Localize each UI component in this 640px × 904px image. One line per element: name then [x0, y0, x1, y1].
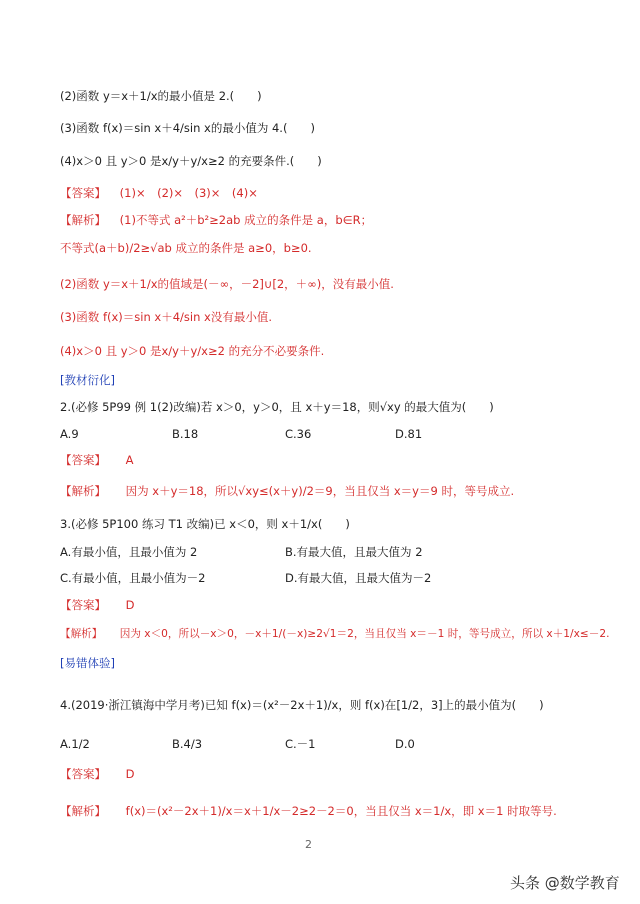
question-2-option-b: B.18 — [172, 427, 199, 441]
answer-label: 【答案】 — [60, 767, 106, 781]
question-4-option-d: D.0 — [395, 737, 415, 751]
question-4: 4.(2019·浙江镇海中学月考)已知 f(x)＝(x²－2x＋1)/x，则 f(x)在[1/2，3]上的最小值为( ) — [60, 698, 544, 712]
explanation-label: 【解析】 — [60, 804, 106, 818]
section-heading-error-prone: [易错体验] — [60, 656, 115, 670]
question-2-answer-row — [60, 452, 134, 468]
question-2-option-c: C.36 — [285, 427, 312, 441]
explanation-text: 因为 x＋y＝18，所以√xy≤(x＋y)/2＝9，当且仅当 x＝y＝9 时，等号成立. — [125, 484, 515, 498]
explanation-text: 因为 x＜0，所以－x＞0，－x＋1/(－x)≥2√1＝2，当且仅当 x＝－1 时，等号成立，所以 x＋1/x≤－2. — [119, 628, 610, 640]
question-1-part-2: (2)函数 y＝x＋1/x的最小值是 2.( ) — [60, 89, 262, 103]
page-number: 2 — [305, 838, 312, 851]
answer-row-1 — [60, 185, 258, 201]
question-2: 2.(必修 5P99 例 1(2)改编)若 x＞0，y＞0，且 x＋y＝18，则√xy 的最大值为( ) — [60, 400, 494, 414]
explanation-label: 【解析】 — [60, 628, 103, 640]
question-3-option-b: B.有最大值，且最大值为 2 — [285, 545, 423, 559]
question-4-option-b: B.4/3 — [172, 737, 203, 751]
question-4-explanation-row — [60, 803, 557, 819]
answer-text: (1)× (2)× (3)× (4)× — [119, 186, 258, 200]
answer-text: A — [125, 453, 134, 467]
watermark: 头条 @数学教育 — [510, 874, 620, 892]
question-3-answer-row — [60, 597, 135, 613]
explanation-text: f(x)＝(x²－2x＋1)/x＝x＋1/x－2≥2－2＝0，当且仅当 x＝1/x，即 x＝1 时取等号. — [125, 804, 557, 818]
question-3-explanation-row — [60, 626, 609, 642]
answer-text: D — [125, 598, 135, 612]
question-1-part-3: (3)函数 f(x)＝sin x＋4/sin x的最小值为 4.( ) — [60, 121, 315, 135]
explanation-label: 【解析】 — [60, 213, 106, 227]
question-3-option-a: A.有最小值，且最小值为 2 — [60, 545, 198, 559]
explanation-line-4: (3)函数 f(x)＝sin x＋4/sin x没有最小值. — [60, 310, 272, 324]
answer-label: 【答案】 — [60, 453, 106, 467]
question-3-option-d: D.有最大值，且最大值为－2 — [285, 571, 432, 585]
answer-label: 【答案】 — [60, 598, 106, 612]
explanation-row-1 — [60, 212, 372, 228]
question-2-option-a: A.9 — [60, 427, 79, 441]
explanation-label: 【解析】 — [60, 484, 106, 498]
question-4-option-a: A.1/2 — [60, 737, 90, 751]
answer-label: 【答案】 — [60, 186, 106, 200]
section-heading-textbook: [教材衍化] — [60, 373, 115, 387]
question-2-option-d: D.81 — [395, 427, 423, 441]
explanation-line-3: (2)函数 y＝x＋1/x的值域是(－∞，－2]∪[2，＋∞)，没有最小值. — [60, 277, 394, 291]
question-3-option-c: C.有最小值，且最小值为－2 — [60, 571, 206, 585]
question-4-answer-row — [60, 766, 135, 782]
explanation-line-5: (4)x＞0 且 y＞0 是x/y＋y/x≥2 的充分不必要条件. — [60, 344, 325, 358]
explanation-line-2: 不等式(a＋b)/2≥√ab 成立的条件是 a≥0，b≥0. — [60, 241, 312, 255]
question-3: 3.(必修 5P100 练习 T1 改编)已 x＜0，则 x＋1/x( ) — [60, 517, 350, 531]
question-1-part-4: (4)x＞0 且 y＞0 是x/y＋y/x≥2 的充要条件.( ) — [60, 154, 322, 168]
answer-text: D — [125, 767, 135, 781]
question-4-option-c: C.－1 — [285, 737, 316, 751]
explanation-line-1: (1)不等式 a²＋b²≥2ab 成立的条件是 a，b∈R； — [119, 213, 373, 227]
question-2-explanation-row — [60, 483, 514, 499]
